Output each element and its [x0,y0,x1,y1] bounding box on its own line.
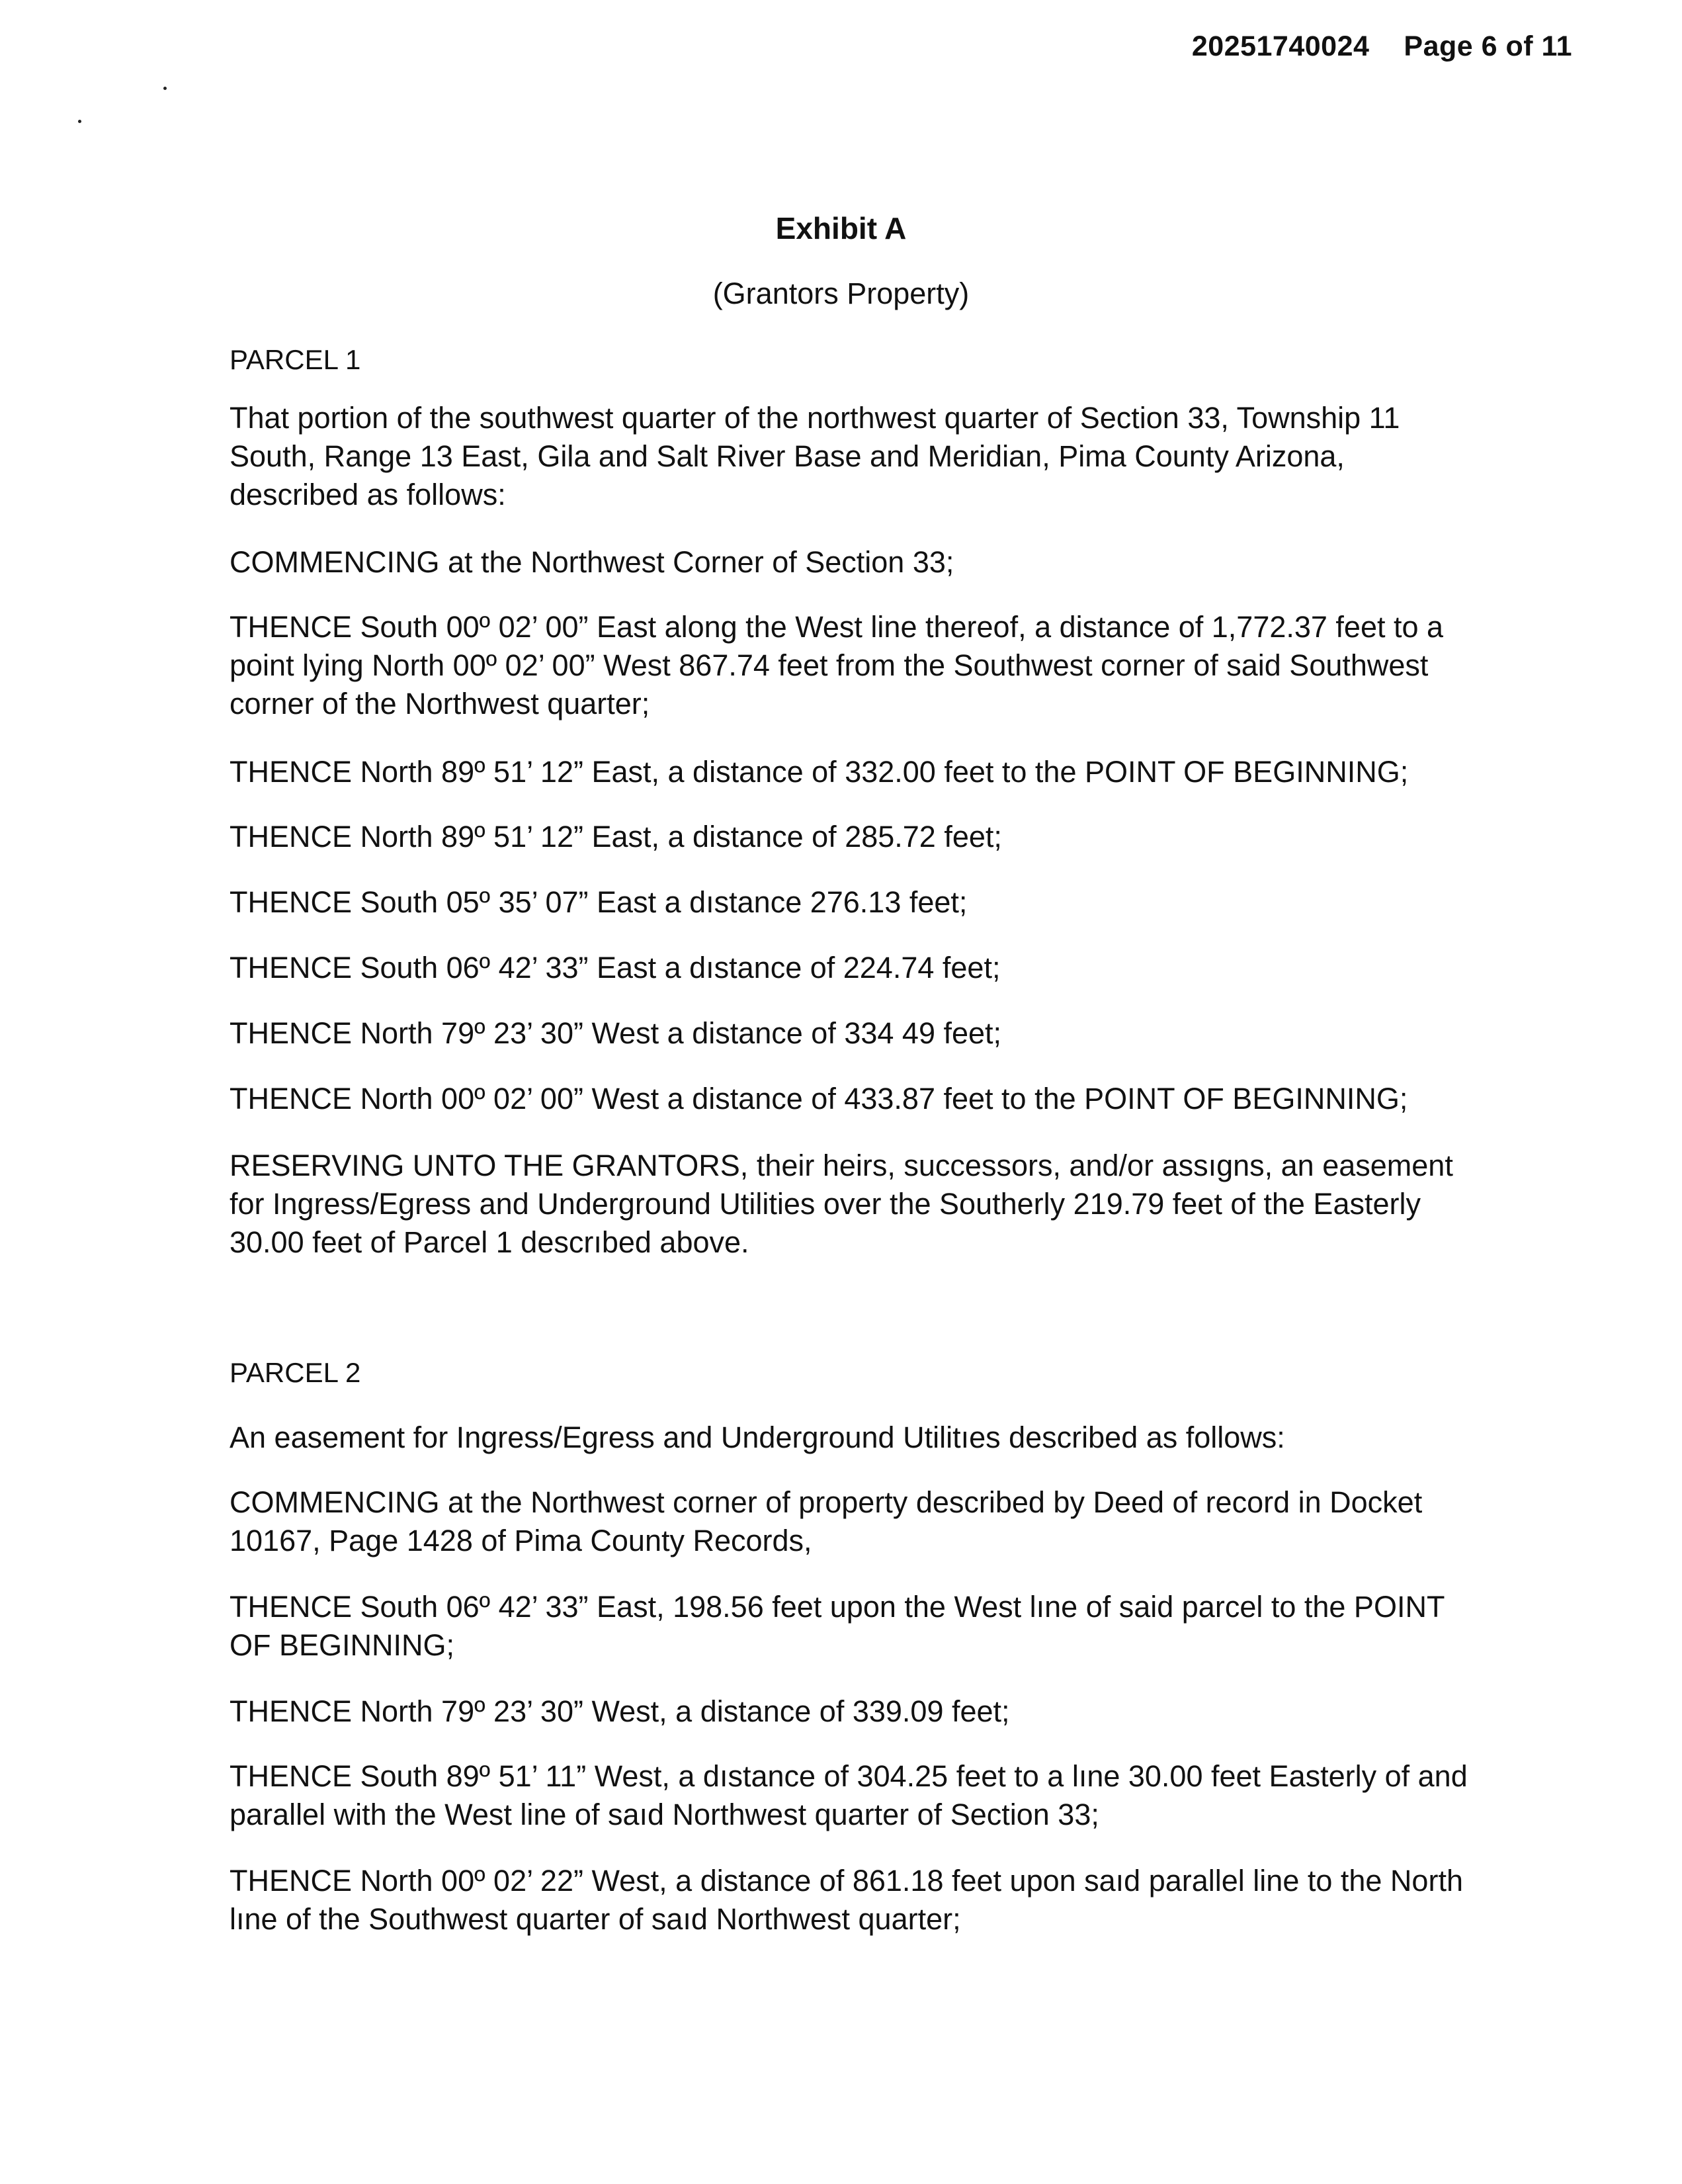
parcel-1-course-7: THENCE North 00º 02’ 00” West a distance of 433.87 feet to the POINT OF BEGINNING; [230,1082,1408,1115]
document-number: 20251740024 [1191,30,1370,62]
parcel-1-label: PARCEL 1 [230,344,361,375]
parcel-2-course-3: THENCE South 89º 51’ 11” West, a dıstance of 304.25 feet to a lıne 30.00 feet Easterly of and parallel with the West line of saıd Northwest quarter of Section 33; [230,1759,1468,1831]
exhibit-title: Exhibit A [775,211,907,245]
parcel-1-commencing: COMMENCING at the Northwest Corner of Section 33; [230,545,954,579]
exhibit-subtitle: (Grantors Property) [712,277,970,310]
parcel-2-course-4: THENCE North 00º 02’ 22” West, a distance of 861.18 feet upon saıd parallel line to the North lıne of the Southwest quarter of saıd Northwest quarter; [230,1864,1463,1936]
parcel-1-reservation: RESERVING UNTO THE GRANTORS, their heirs, successors, and/or assıgns, an easement for Ingress/Egress and Underground Utilities over the Southerly 219.79 feet of the Easterly 30.00 feet of Parcel 1 descrıbed above. [230,1149,1453,1259]
parcel-1-course-4: THENCE South 05º 35’ 07” East a dıstance 276.13 feet; [230,885,968,919]
page-number: Page 6 of 11 [1404,30,1572,62]
parcel-2-intro: An easement for Ingress/Egress and Underground Utilitıes described as follows: [230,1420,1285,1454]
parcel-1-course-1: THENCE South 00º 02’ 00” East along the West line thereof, a distance of 1,772.37 feet to a point lying North 00º 02’ 00” West 867.74 feet from the Southwest corner of said Southwest corner of the Northwest quarter; [230,610,1444,721]
scan-speck [78,120,81,123]
page-header [1192,30,1572,63]
parcel-1-course-6: THENCE North 79º 23’ 30” West a distance of 334 49 feet; [230,1016,1002,1050]
parcel-2-course-2: THENCE North 79º 23’ 30” West, a distance of 339.09 feet; [230,1694,1010,1728]
parcel-2-label: PARCEL 2 [230,1357,361,1388]
parcel-2-commencing: COMMENCING at the Northwest corner of property described by Deed of record in Docket 10167, Page 1428 of Pima County Records, [230,1485,1423,1557]
scan-speck [163,87,167,90]
parcel-2-course-1: THENCE South 06º 42’ 33” East, 198.56 feet upon the West lıne of said parcel to the POINT OF BEGINNING; [230,1590,1445,1662]
parcel-1-course-5: THENCE South 06º 42’ 33” East a dıstance of 224.74 feet; [230,951,1001,984]
parcel-1-course-3: THENCE North 89º 51’ 12” East, a distance of 285.72 feet; [230,820,1002,853]
parcel-1-course-2: THENCE North 89º 51’ 12” East, a distance of 332.00 feet to the POINT OF BEGINNING; [230,755,1409,789]
parcel-1-intro: That portion of the southwest quarter of the northwest quarter of Section 33, Township 11 South, Range 13 East, Gila and Salt River Base and Meridian, Pima County Arizona, described as follows: [230,401,1400,511]
